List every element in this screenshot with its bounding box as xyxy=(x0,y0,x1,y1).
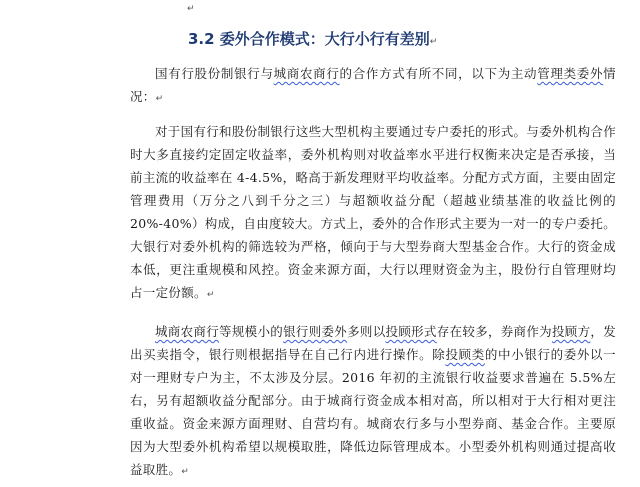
flagged-term: 城商农商行 xyxy=(155,324,220,339)
paragraph-mark-icon: ↵ xyxy=(187,4,195,14)
paragraph-text: 情况： xyxy=(130,66,616,104)
body-paragraph-small-banks xyxy=(130,320,616,484)
paragraph-text: 的中小银行的委外以一对一理财专户为主，不太涉及分层。2016 年初的主流银行收益要求普遍在 5.5%左右，另有超额收益分配部分。由于城商行资金成本相对高，所以相对于大行相对更注重收益。资金来源方面理财、自营均有。城商农行多与小型券商、基金合作。主要原因为大型委外机构希望以规模取胜，降低边际管理成本。小型委外机构则通过提高收益取胜。 xyxy=(130,347,616,477)
flagged-term: 投顾类 xyxy=(445,347,485,362)
paragraph-mark-icon: ↵ xyxy=(429,37,438,47)
paragraph-text: 的合作方式有所不同，以下为主动 xyxy=(339,66,538,81)
paragraph-text: 存在较多，券商作为 xyxy=(436,324,552,339)
paragraph-mark-icon: ↵ xyxy=(181,467,190,477)
flagged-term: 银行则委外 xyxy=(283,324,348,339)
section-heading-text: 3.2 委外合作模式：大行小行有差别 xyxy=(188,30,430,48)
flagged-term: 管理类委外 xyxy=(537,66,604,81)
paragraph-mark-icon: ↵ xyxy=(155,94,164,104)
paragraph-text: 多则以 xyxy=(347,324,386,339)
paragraph-text: 对于国有行和股份制银行这些大型机构主要通过专户委托的形式。与委外机构合作时大多直接约定固定收益率，委外机构则对收益率水平进行权衡来决定是否承接，当前主流的收益率在 4-4.5%，略高于新发理财平均收益率。分配方式方面，主要由固定管理费用（万分之八到千分之三）与超额收益分配（超越业绩基准的收益比例的 20%-40%）构成，自由度较大。方式上，委外的合作形式主要为一对一的专户委托。大银行对委外机构的筛选较为严格，倾向于与大型券商大型基金合作。大行的资金成本低，更注重规模和风控。资金来源方面，大行以理财资金为主，股份行自管理财均占一定份额。 xyxy=(130,124,616,300)
paragraph-text: 等规模小的 xyxy=(219,324,284,339)
body-paragraph-intro xyxy=(130,62,616,111)
section-heading xyxy=(188,28,437,49)
flagged-term: 投顾形式 xyxy=(385,324,437,339)
flagged-term: 城商农商行 xyxy=(273,66,340,81)
paragraph-text: ，发出买卖指令，银行则根据指导在自己行内进行操作。除 xyxy=(130,324,616,362)
paragraph-text: 国有行股份制银行与 xyxy=(155,66,274,81)
flagged-term: 投顾方 xyxy=(551,324,591,339)
body-paragraph-large-banks xyxy=(130,120,616,307)
paragraph-mark-icon: ↵ xyxy=(206,290,215,300)
